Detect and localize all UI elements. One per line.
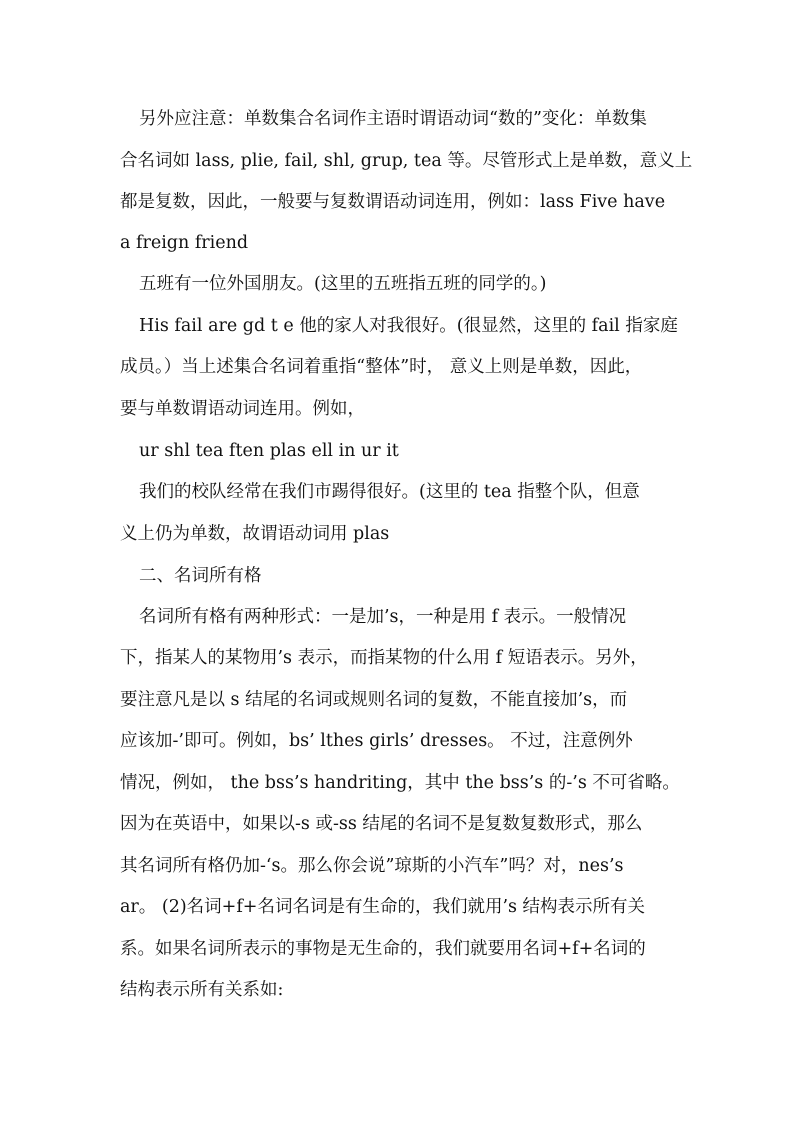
section-heading: 二、名词所有格 xyxy=(139,566,262,586)
text-line: 都是复数，因此，一般要与复数谓语动词连用，例如：lass Five have xyxy=(120,192,666,212)
text-line: His fail are gd t e 他的家人对我很好。(很显然，这里的 fail 指家庭 xyxy=(139,316,678,336)
text-line: ar。 (2)名词+f+名词名词是有生命的，我们就用’s 结构表示所有关 xyxy=(120,897,646,917)
text-line: 要与单数谓语动词连用。例如， xyxy=(120,399,365,419)
text-line: a freign friend xyxy=(120,233,249,253)
text-line: 名词所有格有两种形式：一是加’s，一种是用 f 表示。一般情况 xyxy=(139,607,627,627)
text-line: 应该加-’即可。例如，bs’ lthes girls’ dresses。 不过，注意例外 xyxy=(120,731,633,751)
text-line: 因为在英语中，如果以-s 或-ss 结尾的名词不是复数复数形式，那么 xyxy=(120,814,643,834)
text-line: 义上仍为单数，故谓语动词用 plas xyxy=(120,524,390,544)
text-line: 其名词所有格仍加-‘s。那么你会说”琼斯的小汽车”吗？对，nes’s xyxy=(120,856,624,876)
text-line: 成员。）当上述集合名词着重指“整体”时， 意义上则是单数，因此， xyxy=(120,357,643,377)
text-line: 要注意凡是以 s 结尾的名词或规则名词的复数，不能直接加’s，而 xyxy=(120,690,628,710)
text-line: 合名词如 lass, plie, fail, shl, grup, tea 等。尽管形式上是单数，意义上 xyxy=(120,151,693,171)
text-line: 系。如果名词所表示的事物是无生命的，我们就要用名词+f+名词的 xyxy=(120,939,646,959)
text-line: 情况，例如， the bss’s handriting，其中 the bss’s 的-’s 不可省略。 xyxy=(120,773,680,793)
text-line: ur shl tea ften plas ell in ur it xyxy=(139,441,399,461)
text-line: 五班有一位外国朋友。(这里的五班指五班的同学的。) xyxy=(139,274,547,294)
text-line: 结构表示所有关系如: xyxy=(120,980,284,1000)
text-line: 下，指某人的某物用’s 表示，而指某物的什么用 f 短语表示。另外， xyxy=(120,648,648,668)
text-line: 另外应注意：单数集合名词作主语时谓语动词“数的”变化：单数集 xyxy=(139,109,647,129)
text-line: 我们的校队经常在我们市踢得很好。(这里的 tea 指整个队，但意 xyxy=(139,482,640,502)
